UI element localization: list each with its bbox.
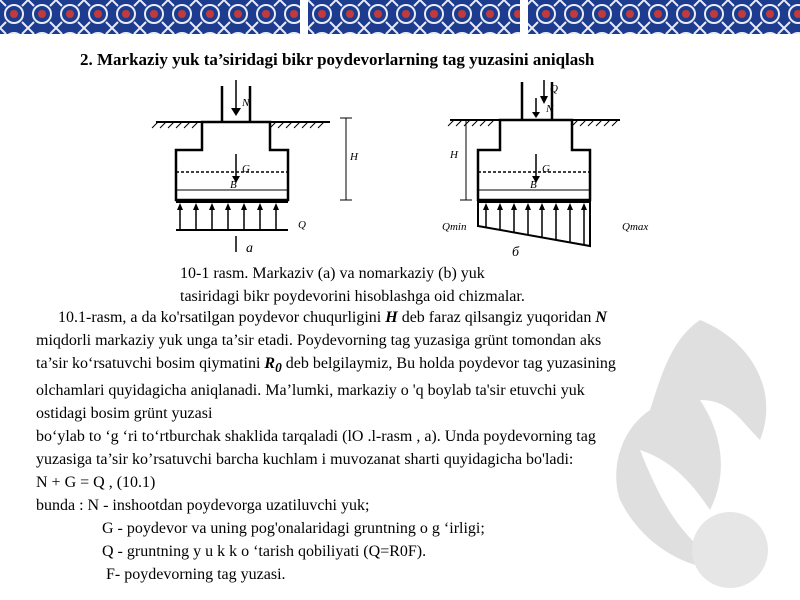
label-g-b: G <box>542 163 550 175</box>
symbol-h: H <box>385 309 398 326</box>
text-run: deb faraz qilsangiz yuqoridan <box>397 309 596 326</box>
definition-q: Q - gruntning y u k k o ‘tarish qobiliyati (Q=R0F). <box>102 543 427 561</box>
decorative-banner <box>0 0 800 34</box>
text-run: deb belgilaymiz, Bu holda poydevor tag yuzasining <box>281 355 616 372</box>
definition-g: G - poydevor va uning pog'onalaridagi gruntning o g ‘irligi; <box>102 520 485 538</box>
figure-b-eccentric-load <box>440 78 680 260</box>
label-g: G <box>242 163 250 175</box>
paragraph-line-5: ostidagi bosim grünt yuzasi <box>36 405 213 423</box>
label-h-b: H <box>450 149 458 161</box>
symbol-r-subscript: 0 <box>275 360 282 376</box>
equation-10-1: N + G = Q , (10.1) <box>36 474 156 492</box>
label-h: H <box>350 151 358 163</box>
text-run: ta’sir ko‘rsatuvchi bosim qiymatini <box>36 355 265 372</box>
label-n: N <box>242 97 250 109</box>
symbol-r: R <box>264 355 276 372</box>
label-b-b: B <box>530 179 537 191</box>
label-q: Q <box>298 219 306 231</box>
paragraph-line-1 <box>36 306 776 329</box>
caption-line-2: tasiridagi bikr poydevorini hisoblashga oid chizmalar. <box>180 288 525 305</box>
label-a: a <box>246 241 253 256</box>
definition-f: F- poydevorning tag yuzasi. <box>106 566 286 584</box>
label-qmax: Qmax <box>622 221 649 233</box>
symbol-n: N <box>595 309 607 326</box>
paragraph-line-3 <box>36 352 776 379</box>
label-qmin: Qmin <box>442 221 467 233</box>
paragraph-line-4: olchamlari quyidagicha aniqlanadi. Ma’lumki, markaziy o 'q boylab ta'sir etuvchi yuk <box>36 382 585 400</box>
paragraph-line-6: bo‘ylab to ‘g ‘ri to‘rtburchak shaklida tarqaladi (lO .l-rasm , a). Unda poydevorning tag <box>36 428 596 446</box>
figure-caption <box>180 262 525 308</box>
paragraph-line-2: miqdorli markaziy yuk unga ta’sir etadi. Poydevorning tag yuzasiga grünt tomondan aks <box>36 332 602 349</box>
label-b-letter: б <box>512 245 520 260</box>
text-run: 10.1-rasm, a da ko'rsatilgan poydevor chuqurligini <box>58 309 386 326</box>
figure-a-central-load <box>150 80 370 260</box>
section-heading: 2. Markaziy yuk ta’siridagi bikr poydevorlarning tag yuzasini aniqlash <box>80 50 595 69</box>
label-n-b: N <box>546 103 554 115</box>
definition-n: bunda : N - inshootdan poydevorga uzatiluvchi yuk; <box>36 497 370 515</box>
caption-line-1: 10-1 rasm. Markaziv (a) va nomarkaziy (b) yuk <box>180 265 485 282</box>
label-q-top: Q <box>550 83 558 95</box>
paragraph-line-7: yuzasiga ta’sir ko’rsatuvchi barcha kuchlam i muvozanat sharti quyidagicha bo'ladi: <box>36 451 574 469</box>
body-text <box>36 306 776 586</box>
label-b: B <box>230 179 237 191</box>
